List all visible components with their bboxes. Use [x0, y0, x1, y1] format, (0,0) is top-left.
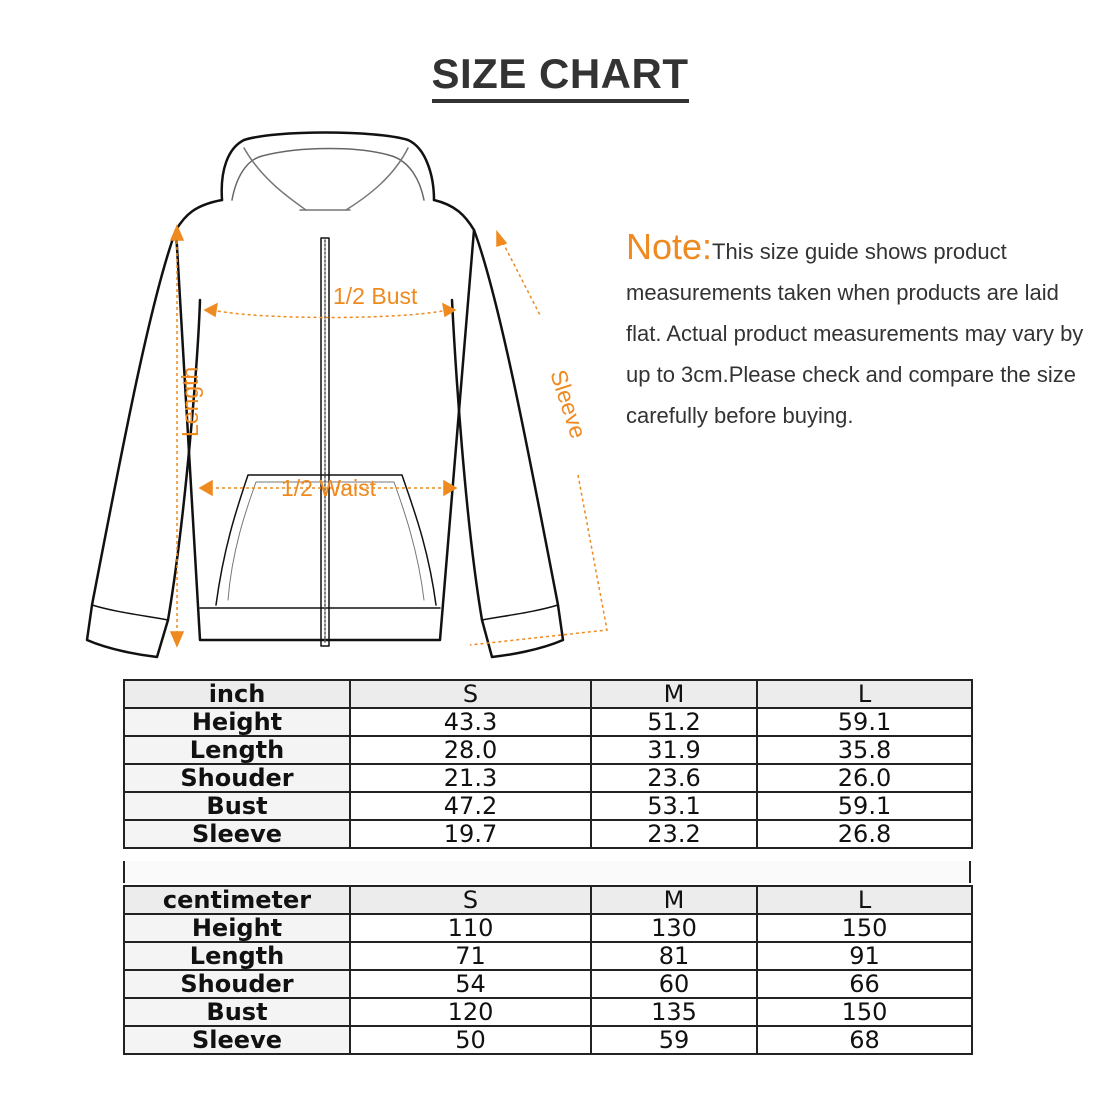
hood-inner — [232, 149, 424, 201]
page-title-text: SIZE CHART — [432, 50, 689, 103]
table-row — [124, 792, 972, 820]
table-row — [124, 914, 972, 942]
size-header: M — [591, 886, 757, 914]
table-cell: 23.6 — [591, 764, 757, 792]
size-header: S — [350, 680, 591, 708]
table-cell: 50 — [350, 1026, 591, 1054]
table-header-row — [124, 886, 972, 914]
table-cell: 66 — [757, 970, 972, 998]
table-cell: 59.1 — [757, 792, 972, 820]
row-label: Length — [124, 942, 350, 970]
table-cell: 43.3 — [350, 708, 591, 736]
size-header: M — [591, 680, 757, 708]
table-cell: 91 — [757, 942, 972, 970]
inch-size-table — [123, 679, 973, 849]
waist-label: 1/2 Waist — [281, 475, 377, 501]
size-header: L — [757, 680, 972, 708]
table-cell: 21.3 — [350, 764, 591, 792]
table-cell: 120 — [350, 998, 591, 1026]
table-cell: 51.2 — [591, 708, 757, 736]
table-cell: 68 — [757, 1026, 972, 1054]
row-label: Bust — [124, 792, 350, 820]
table-cell: 71 — [350, 942, 591, 970]
unit-label: centimeter — [124, 886, 350, 914]
note-block — [626, 226, 1096, 436]
size-header: L — [757, 886, 972, 914]
table-cell: 26.0 — [757, 764, 972, 792]
bust-measure-line — [212, 310, 448, 318]
table-cell: 31.9 — [591, 736, 757, 764]
note-label: Note: — [626, 226, 713, 267]
table-cell: 81 — [591, 942, 757, 970]
page-title — [0, 50, 1120, 98]
left-sleeve — [87, 230, 200, 657]
table-row — [124, 708, 972, 736]
row-label: Shouder — [124, 764, 350, 792]
table-cell: 47.2 — [350, 792, 591, 820]
table-spacer — [123, 861, 971, 883]
table-row — [124, 1026, 972, 1054]
table-row — [124, 764, 972, 792]
note-text: This size guide shows product measurements taken when products are laid flat. Actual product measurements may vary by up to 3cm.Please check and compare the size carefully before buying. — [626, 239, 1084, 428]
table-cell: 19.7 — [350, 820, 591, 848]
row-label: Height — [124, 708, 350, 736]
table-cell: 130 — [591, 914, 757, 942]
table-cell: 26.8 — [757, 820, 972, 848]
table-cell: 35.8 — [757, 736, 972, 764]
table-cell: 59 — [591, 1026, 757, 1054]
size-header: S — [350, 886, 591, 914]
table-row — [124, 820, 972, 848]
hoodie-diagram — [60, 120, 640, 680]
row-label: Shouder — [124, 970, 350, 998]
row-label: Sleeve — [124, 820, 350, 848]
hood-outline — [222, 133, 434, 201]
sleeve-measure-line — [470, 237, 607, 645]
unit-label: inch — [124, 680, 350, 708]
sleeve-label: Sleeve — [545, 366, 592, 442]
table-cell: 59.1 — [757, 708, 972, 736]
table-cell: 150 — [757, 998, 972, 1026]
hood-opening — [244, 148, 408, 210]
table-cell: 54 — [350, 970, 591, 998]
table-cell: 23.2 — [591, 820, 757, 848]
table-cell: 60 — [591, 970, 757, 998]
row-label: Height — [124, 914, 350, 942]
row-label: Length — [124, 736, 350, 764]
table-cell: 150 — [757, 914, 972, 942]
centimeter-size-table — [123, 885, 973, 1055]
table-row — [124, 736, 972, 764]
table-cell: 110 — [350, 914, 591, 942]
bust-label: 1/2 Bust — [333, 283, 418, 309]
table-cell: 28.0 — [350, 736, 591, 764]
table-row — [124, 970, 972, 998]
table-cell: 135 — [591, 998, 757, 1026]
table-cell: 53.1 — [591, 792, 757, 820]
row-label: Sleeve — [124, 1026, 350, 1054]
table-row — [124, 942, 972, 970]
table-header-row — [124, 680, 972, 708]
row-label: Bust — [124, 998, 350, 1026]
length-label: Length — [177, 366, 203, 437]
table-row — [124, 998, 972, 1026]
